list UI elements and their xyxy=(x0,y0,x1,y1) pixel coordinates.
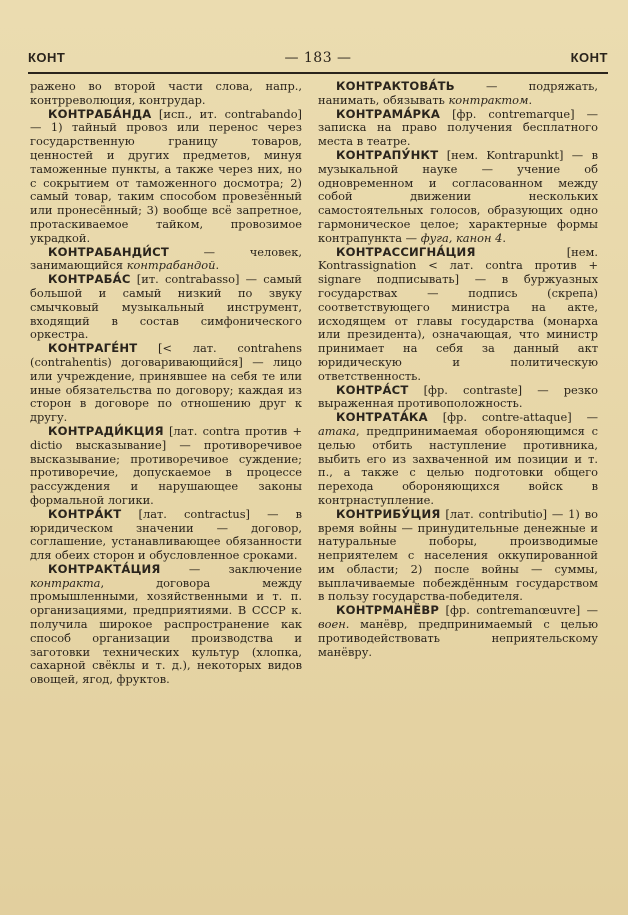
entry-headword: КОНТРАГЕ́НТ xyxy=(48,341,138,356)
dictionary-entry xyxy=(318,108,598,149)
entry-definition: [ит. contrabasso] — самый большой и самый низкий по звуку смычковый музыкальный инструмент, входящий в состав симфонического оркестра. xyxy=(30,272,302,342)
dictionary-entry xyxy=(318,508,598,605)
dictionary-entry xyxy=(30,80,302,108)
entry-headword: КОНТРАПУ́НКТ xyxy=(336,147,439,162)
entry-definition: [фр. contremanœuvre] — xyxy=(439,603,598,618)
left-column xyxy=(30,80,302,687)
entry-headword: КОНТРАБА́С xyxy=(48,272,131,287)
entry-definition: [фр. contraste] — резко выраженная противоположность. xyxy=(318,382,598,411)
entry-definition: [фр. contremarque] — записка на право получения бесплатного места в театре. xyxy=(318,106,598,149)
entry-definition: [лат. contributio] — 1) во время войны — принудительные денежные и натуральные поборы, производимые неприятелем с населения оккупированной им области; 2) после войны — суммы, выплачиваемые побеждённым государством в пользу государства-победителя. xyxy=(318,506,598,604)
entry-headword: КОНТРАКТА́ЦИЯ xyxy=(48,561,161,576)
entry-headword: КОНТРАБАНДИ́СТ xyxy=(48,244,169,259)
entry-italic-term: воен. xyxy=(318,617,350,632)
dictionary-entry xyxy=(318,604,598,659)
page-number: — 183 — xyxy=(284,50,352,66)
entry-italic-term: фуга, канон 4 xyxy=(420,230,503,245)
running-head-left: КОНТ xyxy=(28,50,66,65)
entry-headword: КОНТРА́КТ xyxy=(48,506,122,521)
entry-definition: — заключение xyxy=(160,561,302,576)
entry-italic-term: контракта xyxy=(30,575,101,590)
dictionary-entry xyxy=(30,246,302,274)
entry-headword: КОНТРАМА́РКА xyxy=(336,106,441,121)
dictionary-entry xyxy=(318,80,598,108)
entry-italic-term: контрабандой xyxy=(126,258,216,273)
right-column xyxy=(318,80,598,659)
entry-headword: КОНТРМАНЁВР xyxy=(336,603,440,618)
dictionary-entry xyxy=(318,411,598,508)
entry-definition-tail: , договора между промышленными, хозяйственными и т. п. организациями, предприятиями. В СССР к. получила широкое распространение как способ организации производства и заготовки технических культур (хлопка, сахарной свёклы и т. д.), некоторых видов овощей, ягод, фруктов. xyxy=(30,575,302,687)
entry-headword: КОНТРАКТОВА́ТЬ xyxy=(336,79,455,93)
dictionary-entry xyxy=(30,342,302,425)
dictionary-entry xyxy=(318,384,598,412)
entry-definition: [нем. Kontrassignation < лат. contra против + signare подписывать] — в буржуазных государствах — подпись (скрепа) соответствующего министра на акте, исходящем от главы государства (монарха или президента), означающая, что министр принимает на себя за данный акт юридическую и политическую ответственность. xyxy=(318,244,598,383)
entry-italic-term: контрактом xyxy=(448,92,529,107)
entry-italic-term: атака xyxy=(318,423,356,438)
entry-definition: [нем. Kontrapunkt] — в музыкальной науке — учение об одновременном и согласованном между собой движении нескольких самостоятельных голосов, образующих одно гармоническое целое; характерные формы контрапункта — xyxy=(318,147,598,245)
entry-definition-tail: . xyxy=(502,230,506,245)
dictionary-entry xyxy=(30,425,302,508)
running-head xyxy=(28,50,608,72)
running-head-right: КОНТ xyxy=(570,50,608,65)
dictionary-entry xyxy=(30,508,302,563)
entry-definition-tail: . xyxy=(215,258,220,273)
entry-headword: КОНТРАДИ́КЦИЯ xyxy=(48,423,164,438)
dictionary-entry xyxy=(30,273,302,342)
entry-definition: — подряжать, нанимать, обязывать xyxy=(318,79,598,107)
entry-headword: КОНТРА́СТ xyxy=(336,382,409,397)
entry-definition: [лат. contra против + dictio высказывание] — противоречивое высказывание; противоречивое суждение; противоречие, допускаемое в процессе рассуждения и нарушающее законы формальной логики. xyxy=(30,423,302,507)
entry-definition: [исп., ит. contrabando] — 1) тайный провоз или перенос через государственную границу товаров, ценностей и других предметов, минуя таможенные пункты, а также через них, но с сокрытием от таможенного досмотра; 2) самый товар, таким способом провезённый или пронесённый; 3) вообще всё запретное, протаскиваемое тайком, провозимое украдкой. xyxy=(30,106,302,245)
entry-definition: [< лат. contrahens (contrahentis) договаривающийся] — лицо или учреждение, принявшее на себя те или иные обязательства по договору; каждая из сторон в договоре по отношению друг к другу. xyxy=(30,341,302,425)
dictionary-entry xyxy=(30,563,302,687)
entry-definition: [фр. contre-attaque] — xyxy=(427,410,598,425)
dictionary-entry xyxy=(30,108,302,246)
entry-definition-tail: манёвр, предпринимаемый с целью противодействовать неприятельскому манёвру. xyxy=(318,617,598,659)
entry-headword: КОНТРАТА́КА xyxy=(336,410,428,425)
entry-definition-tail: . xyxy=(528,92,533,107)
entry-headword: КОНТРИБУ́ЦИЯ xyxy=(336,506,441,521)
entry-definition-tail: , предпринимаемая обороняющимся с целью отбить наступление противника, выбить его из захваченной им позиции и т. п., а также с целью подготовки общего перехода обороняющихся войск в контрнаступление. xyxy=(318,423,598,507)
header-rule xyxy=(28,72,608,74)
dictionary-entry xyxy=(318,149,598,246)
entry-headword: КОНТРАССИГНА́ЦИЯ xyxy=(336,244,476,259)
dictionary-entry xyxy=(318,246,598,384)
entry-definition: — человек, занимающийся xyxy=(30,244,302,273)
entry-headword: КОНТРАБА́НДА xyxy=(48,106,152,121)
entry-definition: ражено во второй части слова, напр., контрреволюция, контрудар. xyxy=(30,79,302,107)
entry-definition: [лат. contractus] — в юридическом значении — договор, соглашение, устанавливающее обязанности для обеих сторон и обусловленное сроками. xyxy=(30,506,302,563)
